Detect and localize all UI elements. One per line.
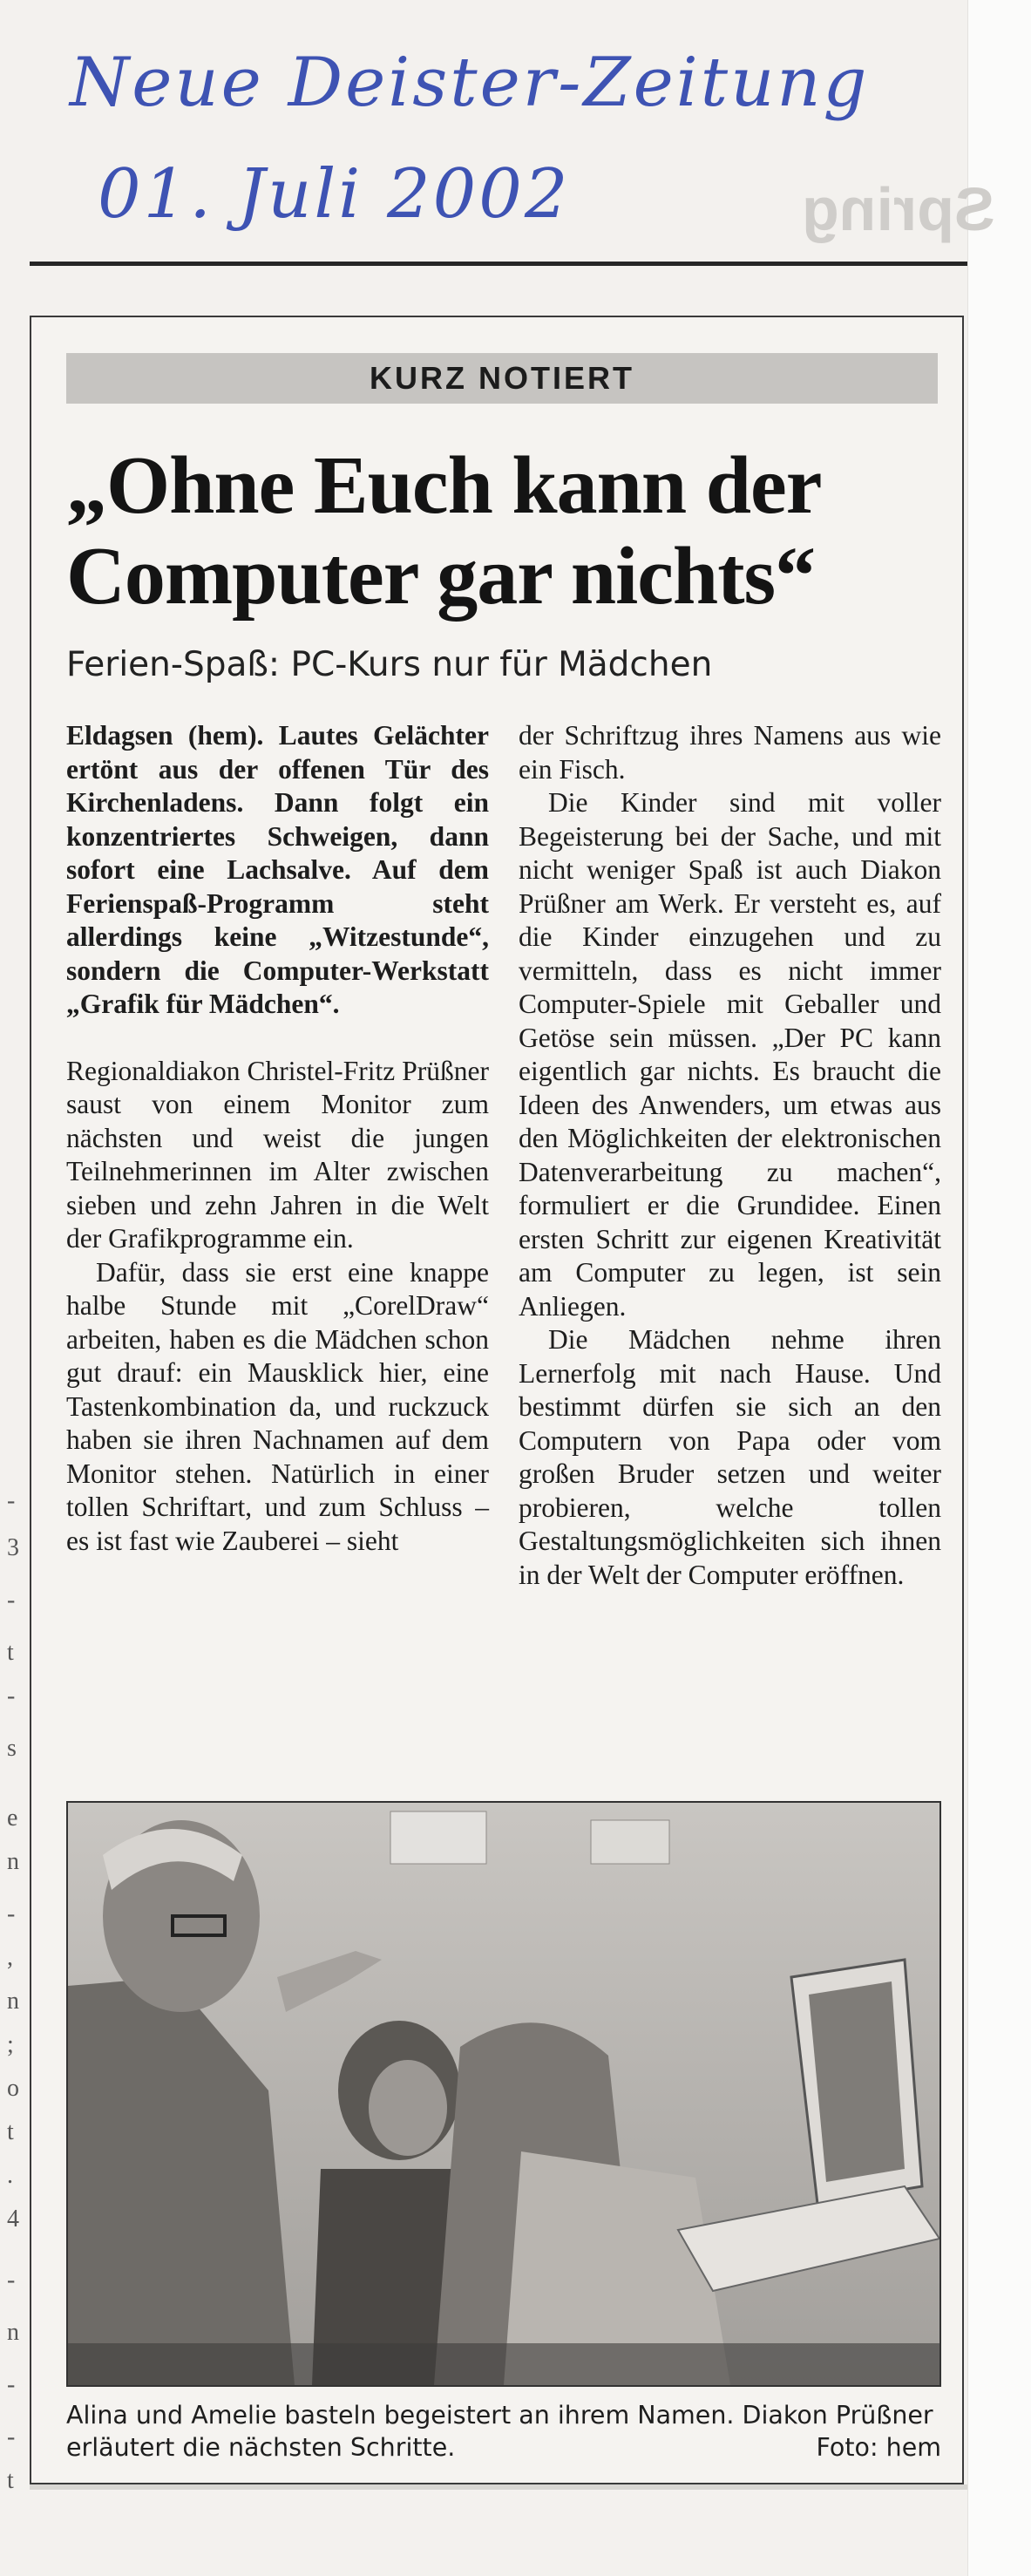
headline <box>66 440 946 622</box>
article-column-2 <box>519 719 941 1592</box>
lead-paragraph: Eldagsen (hem). Lautes Gelächter ertönt aus der offenen Tür des Kirchenladens. Dann folgt ein konzentriertes Schweigen, dann sofort eine Lachsalve. Auf dem Ferienspaß-Programm steht allerdings keine „Witzestunde“, sondern die Computer-Werkstatt „Grafik für Mädchen“. <box>66 720 489 1019</box>
body-paragraph-continued: der Schriftzug ihres Namens aus wie ein Fisch. <box>519 720 941 785</box>
top-rule <box>30 262 967 266</box>
body-paragraph: Die Kinder sind mit voller Begeisterung bei der Sache, und mit nicht weniger Spaß ist auch Diakon Prüßner am Werk. Er versteht es, auf die Kinder einzugehen und zu vermitteln, dass es nicht immer Computer-Spiele mit Geballer und Getöse sein müssen. „Der PC kann eigentlich gar nichts. Es braucht die Ideen des Anwenders, um etwas aus den Möglichkeiten der elektronischen Datenverarbeitung zu machen“, formuliert er die Grundidee. Einen ersten Schritt zur eigenen Kreativität am Computer zu legen, ist sein Anliegen. <box>519 787 941 1322</box>
subheadline: Ferien-Spaß: PC-Kurs nur für Mädchen <box>66 645 713 684</box>
body-paragraph: Dafür, dass sie erst eine knappe halbe Stunde mit „CorelDraw“ arbeiten, haben es die Mädchen schon gut drauf: ein Mausklick hier, eine Tastenkombination da, und ruckzuck haben sie ihren Nachnamen auf dem Monitor stehen. Natürlich in einer tollen Schriftart, und zum Schluss – es ist fast wie Zauberei – sieht <box>66 1256 489 1556</box>
body-paragraph: Regionaldiakon Christel-Fritz Prüßner saust von einem Monitor zum nächsten und weist die jungen Teilnehmerinnen im Alter zwischen sieben und zehn Jahren in die Welt der Grafikprogramme ein. <box>66 1055 489 1254</box>
headline-line-2: Computer gar nichts“ <box>66 531 816 622</box>
photo-illustration <box>68 1803 939 2385</box>
article-photo <box>66 1801 941 2387</box>
article-column-1 <box>66 719 489 1558</box>
kicker-label: KURZ NOTIERT <box>66 353 938 404</box>
headline-line-1: „Ohne Euch kann der <box>66 440 822 531</box>
paper-margin-right <box>967 0 1031 2576</box>
neighbor-article-edge: - 3 - t - s e n - , n ; o t . 4 - n - - t <box>7 1487 19 2494</box>
caption-text: Alina und Amelie basteln begeistert an ihrem Namen. Diakon Prüßner erläutert die nächsten Schritte. <box>66 2401 933 2462</box>
clipping-shadow <box>30 2484 967 2490</box>
handwritten-publication: Neue Deister-Zeitung <box>70 44 870 122</box>
body-paragraph: Die Mädchen nehme ihren Lernerfolg mit nach Hause. Und bestimmt dürfen sie sich an den Computern von Papa oder vom großen Bruder setzen und weiter probieren, welche tollen Gestaltungsmöglichkeiten sich ihnen in der Welt der Computer eröffnen. <box>519 1324 941 1590</box>
bleed-through-text: Spring <box>802 175 995 243</box>
handwritten-date: 01. Juli 2002 <box>98 155 571 234</box>
photo-credit: Foto: hem <box>816 2433 941 2462</box>
photo-caption <box>66 2399 941 2464</box>
